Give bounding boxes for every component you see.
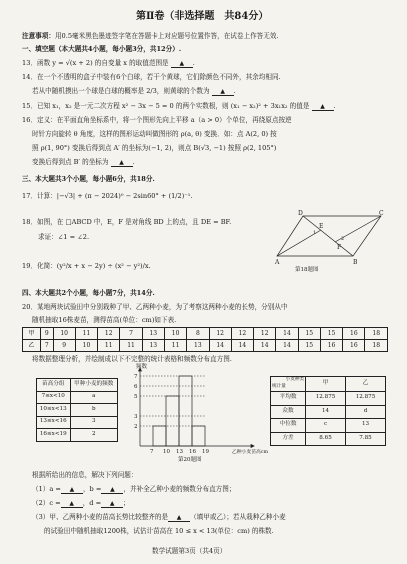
table-cell: 12 [209, 328, 231, 340]
question-17: 17．计算：|−√3| + (π − 2024)⁰ − 2sin60° + (1/2)⁻¹. [22, 192, 193, 200]
task-text: （3）甲、乙两种小麦的苗高长势比较整齐的是 [32, 513, 169, 521]
notice-label: 注意事项： [22, 32, 55, 40]
table-row [37, 416, 118, 429]
answer-blank: ▲ [168, 515, 190, 522]
table-cell: 13 [187, 340, 209, 352]
notice-text: 用0.5毫米黑色墨迹签字笔在答题卡上对应题号位置作答，在试卷上作答无效. [54, 32, 279, 40]
table-cell: 15 [320, 328, 342, 340]
stat-header [271, 377, 386, 392]
section-3-title: 四、本大题共2个小题，每小题7分，共14分. [22, 289, 155, 297]
table-row [271, 432, 386, 446]
table-cell: 10 [164, 328, 186, 340]
question-20-task-2 [32, 500, 130, 508]
table-cell: 甲 [23, 328, 41, 340]
table-row [37, 391, 118, 404]
table-cell: 10≤x<13 [37, 404, 71, 417]
label-e: E [319, 223, 324, 230]
table-cell: 9 [53, 340, 75, 352]
table-cell: 11 [75, 328, 97, 340]
task-text: ，d = [82, 499, 102, 507]
table-row [271, 405, 386, 419]
figure-20-caption: 第20题图 [178, 457, 202, 463]
q15-text: 15．已知 x₁，x₂ 是一元二次方程 x² − 3x − 5 = 0 的两个实数根，则 (x₁ − x₂)² + 3x₁x₂ 的值是 [22, 102, 310, 110]
question-15: 15．已知 x₁，x₂ 是一元二次方程 x² − 3x − 5 = 0 的两个实数根，则 (x₁ − x₂)² + 3x₁x₂ 的值是 ▲ . [22, 102, 336, 110]
question-20-task-3 [32, 514, 286, 522]
page-title: 第Ⅱ卷（非选择题 共84分） [136, 11, 269, 22]
table-cell: 18 [365, 340, 388, 352]
histogram-chart [126, 362, 269, 463]
question-18a: 18．如图，在 □ABCD 中，E，F 是对角线 BD 上的点，且 DE = BF. [22, 218, 232, 226]
histogram-bar [166, 396, 179, 446]
table-cell: 13 [142, 340, 164, 352]
task-text: ； [123, 499, 130, 507]
table-header: 乙 [346, 377, 386, 392]
table-cell: 14 [306, 405, 346, 419]
answer-blank: ▲ [61, 487, 83, 494]
answer-blank: ▲ [61, 501, 83, 508]
table-cell: 8.65 [306, 432, 346, 446]
y-tick-label: 5 [134, 394, 138, 400]
table-cell: 12.875 [346, 392, 386, 406]
table-cell: 15 [298, 340, 320, 352]
table-header-diagonal [271, 377, 306, 392]
table-cell: 12 [98, 328, 120, 340]
answer-blank: ▲ [212, 89, 234, 96]
table-cell: 12 [254, 328, 276, 340]
label-d: D [298, 210, 303, 217]
label-c: C [379, 210, 384, 217]
y-tick-label: 6 [134, 384, 138, 390]
x-tick-label: 10 [163, 449, 170, 455]
question-16-line4: 变换后得到点 B′ 的坐标为 ▲ . [32, 158, 135, 166]
table-cell: 11 [98, 340, 120, 352]
question-16-line1: 16．定义：在平面直角坐标系中，将一个图形先向上平移 a（a > 0）个单位，再绕原点按逆 [22, 116, 292, 124]
question-14b: 若从中随机摸出一个球是白球的概率是 2/3，则黄球的个数为 ▲ . [32, 87, 236, 95]
height-row-jia [23, 328, 388, 340]
table-cell: 16≤x<19 [37, 429, 71, 442]
frequency-header [37, 379, 118, 392]
table-cell: 乙 [23, 340, 41, 352]
table-header: 甲种小麦的频数 [70, 379, 118, 392]
task-text: （2）c = [32, 499, 61, 507]
task-text: （填甲或乙）；若从栽种乙种小麦 [190, 513, 286, 521]
table-row [37, 404, 118, 417]
table-header: 甲 [306, 377, 346, 392]
section-2-title: 三、本大题共3个小题，每小题6分，共18分. [22, 175, 155, 183]
table-cell: 7 [120, 328, 142, 340]
table-cell: 方差 [271, 432, 306, 446]
x-axis-arrow [251, 445, 254, 448]
header-sub-label: 小麦种类 [285, 377, 305, 382]
task-text: （1）a = [32, 485, 61, 493]
x-tick-label: 7 [150, 449, 154, 455]
figure-18-caption: 第18题图 [295, 267, 319, 273]
statistics-table [270, 376, 386, 446]
table-cell: 众数 [271, 405, 306, 419]
table-cell: 16 [320, 340, 342, 352]
table-cell: 14 [209, 340, 231, 352]
histogram-bar [192, 426, 205, 446]
question-16-line3: 照 ρ(1, 90°) 变换后得到点 A′ 的坐标为(−1, 2)，则点 B(√3, −1) 按照 ρ(2, 105°) [32, 144, 277, 152]
table-cell: 12.875 [306, 392, 346, 406]
task-text: ，b = [82, 485, 102, 493]
question-19: 19．化简：(y²/x + x − 2y) ÷ (x² − y²)/x. [22, 262, 151, 270]
question-18b: 求证：∠1 = ∠2. [38, 233, 90, 241]
page-footer: 数学试题第3页（共4页） [152, 547, 227, 555]
question-16-line2: 时针方向旋转 θ 角度，这样的图形运动叫做图形的 ρ(a, θ) 变换．如：点 A(2, 0) 按 [32, 130, 277, 138]
table-cell: c [306, 419, 346, 433]
frequency-table [36, 378, 118, 442]
table-cell: 平均数 [271, 392, 306, 406]
table-cell: 13 [142, 328, 164, 340]
section-1-title: 一、填空题（本大题共4小题，每小题3分，共12分）. [22, 45, 182, 53]
question-14a: 14．在一个不透明的盒子中装有6个白球，若干个黄球，它们除颜色不同外，其余均相同. [22, 73, 281, 81]
table-cell: 10 [53, 328, 75, 340]
x-tick-label: 13 [176, 449, 183, 455]
table-cell: 11 [120, 340, 142, 352]
table-row [37, 429, 118, 442]
question-20-line2: 随机抽取16株麦苗，测得苗高(单位：cm)如下表. [32, 316, 177, 324]
table-row [271, 419, 386, 433]
question-20-line1: 20．某地两块试验田中分别栽种了甲、乙两种小麦，为了考察这两种小麦的长势，分别从中 [22, 303, 288, 311]
y-axis-label: 频数 [136, 364, 148, 370]
y-tick-label: 2 [134, 424, 138, 430]
table-cell: 14 [276, 328, 298, 340]
table-cell: 中位数 [271, 419, 306, 433]
x-tick-label: 16 [189, 449, 196, 455]
table-cell: 3 [70, 416, 118, 429]
table-cell: 15 [298, 328, 320, 340]
table-cell: 7 [41, 340, 53, 352]
header-sub-label: 统计量 [272, 384, 286, 390]
table-cell: 7≤x<10 [37, 391, 71, 404]
label-angle-2: 2 [341, 236, 345, 242]
label-f: F [337, 244, 342, 251]
notice [22, 33, 279, 40]
table-cell: 13 [346, 419, 386, 433]
table-cell: 16 [343, 328, 365, 340]
table-cell: a [70, 391, 118, 404]
question-20-task-3b: 的试验田中随机抽取1200株，试估计苗高在 10 ≤ x < 13(单位：cm) 的株数. [44, 527, 274, 535]
table-cell: 12 [231, 328, 253, 340]
table-row [271, 392, 386, 406]
question-13: 13．函数 y = √(x + 2) 的自变量 x 的取值范围是 ▲ . [22, 59, 195, 67]
parallelogram-abcd [277, 216, 381, 256]
label-b: B [353, 259, 358, 266]
table-cell: 18 [365, 328, 388, 340]
table-cell: 11 [164, 340, 186, 352]
question-20-tasks-intro: 根据所给出的信息，解决下列问题： [32, 471, 138, 479]
answer-blank: ▲ [111, 160, 133, 167]
x-axis-label: 乙种小麦苗高cm [232, 450, 269, 455]
histogram-bar [179, 376, 192, 446]
label-angle-1: 1 [313, 230, 317, 236]
label-a: A [275, 259, 280, 266]
figure-18 [275, 210, 385, 272]
table-cell: 16 [343, 340, 365, 352]
answer-blank: ▲ [312, 104, 334, 111]
q16-text: 变换后得到点 B′ 的坐标为 [32, 158, 109, 166]
histogram-bar [153, 426, 166, 446]
table-cell: 14 [276, 340, 298, 352]
table-cell: 9 [41, 328, 53, 340]
x-tick-label: 19 [202, 449, 209, 455]
q14b-text: 若从中随机摸出一个球是白球的概率是 2/3，则黄球的个数为 [32, 87, 210, 95]
height-table [22, 327, 388, 352]
table-cell: 7.85 [346, 432, 386, 446]
answer-blank: ▲ [101, 501, 123, 508]
table-cell: 8 [187, 328, 209, 340]
task-text: ，并补全乙种小麦的频数分布直方图； [123, 485, 236, 493]
answer-blank: ▲ [171, 61, 193, 68]
question-20-intro: 将数据整理分析，并绘制成以下不完整的统计表格和频数分布直方图. [32, 355, 232, 363]
table-cell: b [70, 404, 118, 417]
table-cell: 2 [70, 429, 118, 442]
q13-text: 13．函数 y = √(x + 2) 的自变量 x 的取值范围是 [22, 59, 169, 67]
table-cell: 14 [254, 340, 276, 352]
y-tick-label: 3 [134, 414, 138, 420]
table-header: 苗高分组 [37, 379, 71, 392]
question-20-task-1 [32, 486, 235, 494]
height-row-yi [23, 340, 388, 352]
y-tick-label: 7 [134, 374, 138, 380]
table-cell: d [346, 405, 386, 419]
table-cell: 13≤x<16 [37, 416, 71, 429]
table-cell: 14 [231, 340, 253, 352]
answer-blank: ▲ [101, 487, 123, 494]
table-cell: 10 [75, 340, 97, 352]
